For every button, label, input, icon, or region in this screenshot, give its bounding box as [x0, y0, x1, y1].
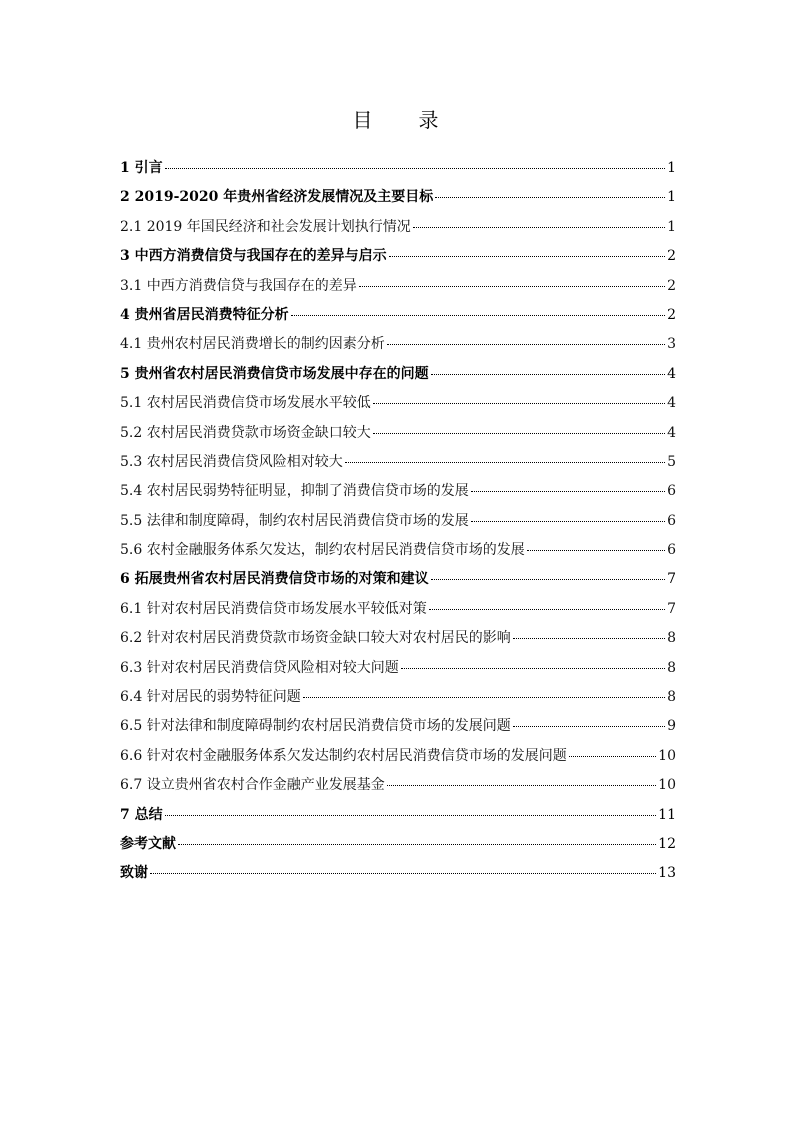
table-of-contents: [120, 157, 676, 892]
toc-dot-leader: [389, 256, 665, 257]
toc-dot-leader: [165, 168, 665, 169]
toc-dot-leader: [359, 286, 665, 287]
toc-dot-leader: [178, 844, 656, 845]
toc-page-number: 2: [667, 306, 676, 323]
toc-page-number: 12: [658, 835, 676, 852]
toc-entry[interactable]: [120, 804, 676, 833]
toc-dot-leader: [569, 756, 656, 757]
toc-entry[interactable]: [120, 245, 676, 274]
toc-page-number: 3: [667, 336, 676, 353]
toc-entry[interactable]: [120, 686, 676, 715]
toc-dot-leader: [303, 697, 665, 698]
toc-entry-label: 2.1 2019 年国民经济和社会发展计划执行情况: [120, 218, 411, 235]
toc-page-number: 8: [667, 630, 676, 647]
toc-entry[interactable]: [120, 833, 676, 862]
toc-entry-label: 参考文献: [120, 835, 176, 852]
toc-entry-label: 4.1 贵州农村居民消费增长的制约因素分析: [120, 336, 385, 353]
toc-entry-label: 5.3 农村居民消费信贷风险相对较大: [120, 453, 343, 470]
toc-entry-label: 5.2 农村居民消费贷款市场资金缺口较大: [120, 424, 371, 441]
toc-dot-leader: [413, 227, 665, 228]
toc-entry[interactable]: [120, 275, 676, 304]
toc-page-number: 10: [658, 777, 676, 794]
toc-dot-leader: [431, 579, 665, 580]
toc-entry-label: 6.3 针对农村居民消费信贷风险相对较大问题: [120, 659, 399, 676]
toc-dot-leader: [165, 815, 657, 816]
toc-entry[interactable]: [120, 480, 676, 509]
toc-dot-leader: [345, 462, 665, 463]
toc-dot-leader: [471, 521, 665, 522]
toc-page-number: 2: [667, 248, 676, 265]
toc-page-number: 8: [667, 659, 676, 676]
toc-dot-leader: [401, 668, 665, 669]
toc-dot-leader: [513, 726, 665, 727]
toc-entry[interactable]: [120, 657, 676, 686]
toc-page-number: 5: [667, 453, 676, 470]
toc-entry[interactable]: [120, 715, 676, 744]
toc-dot-leader: [431, 374, 665, 375]
toc-dot-leader: [291, 315, 665, 316]
toc-entry-label: 5 贵州省农村居民消费信贷市场发展中存在的问题: [120, 365, 429, 382]
toc-entry-label: 1 引言: [120, 160, 163, 176]
toc-page-number: 4: [667, 424, 676, 441]
toc-dot-leader: [435, 197, 665, 198]
toc-entry-label: 2 2019-2020 年贵州省经济发展情况及主要目标: [120, 189, 434, 206]
page-title: 目 录: [352, 108, 441, 132]
toc-entry[interactable]: [120, 539, 676, 568]
toc-entry[interactable]: [120, 216, 676, 245]
toc-page-number: 4: [667, 395, 676, 412]
toc-entry[interactable]: [120, 422, 676, 451]
toc-dot-leader: [387, 344, 665, 345]
toc-entry-label: 4 贵州省居民消费特征分析: [120, 306, 289, 323]
toc-entry-label: 6.1 针对农村居民消费信贷市场发展水平较低对策: [120, 600, 427, 617]
toc-page-number: 8: [667, 689, 676, 706]
toc-entry[interactable]: [120, 186, 676, 215]
toc-entry[interactable]: [120, 304, 676, 333]
toc-entry-label: 5.1 农村居民消费信贷市场发展水平较低: [120, 395, 371, 412]
toc-page-number: 6: [667, 483, 676, 500]
toc-entry[interactable]: [120, 598, 676, 627]
toc-entry-label: 3.1 中西方消费信贷与我国存在的差异: [120, 277, 357, 294]
toc-page-number: 1: [667, 160, 676, 176]
toc-entry[interactable]: [120, 392, 676, 421]
toc-page-number: 6: [667, 512, 676, 529]
toc-entry[interactable]: [120, 451, 676, 480]
toc-entry[interactable]: [120, 568, 676, 597]
toc-entry-label: 5.6 农村金融服务体系欠发达，制约农村居民消费信贷市场的发展: [120, 542, 525, 559]
toc-page-number: 1: [667, 218, 676, 235]
toc-entry-label: 6.4 针对居民的弱势特征问题: [120, 689, 301, 706]
toc-page-number: 7: [667, 571, 676, 588]
toc-page-number: 7: [667, 600, 676, 617]
toc-entry[interactable]: [120, 627, 676, 656]
toc-dot-leader: [150, 873, 656, 874]
toc-entry[interactable]: [120, 774, 676, 803]
toc-dot-leader: [429, 609, 665, 610]
toc-entry-label: 6.7 设立贵州省农村合作金融产业发展基金: [120, 777, 385, 794]
toc-entry[interactable]: [120, 510, 676, 539]
toc-page-number: 10: [658, 747, 676, 764]
toc-dot-leader: [513, 638, 665, 639]
toc-entry[interactable]: [120, 745, 676, 774]
toc-page-number: 11: [658, 806, 676, 823]
toc-dot-leader: [471, 491, 665, 492]
toc-entry-label: 6.2 针对农村居民消费贷款市场资金缺口较大对农村居民的影响: [120, 630, 511, 647]
toc-entry-label: 5.5 法律和制度障碍，制约农村居民消费信贷市场的发展: [120, 512, 469, 529]
toc-entry-label: 7 总结: [120, 806, 163, 823]
toc-page-number: 1: [667, 189, 676, 206]
toc-page-number: 4: [667, 365, 676, 382]
toc-dot-leader: [373, 403, 665, 404]
toc-entry-label: 5.4 农村居民弱势特征明显，抑制了消费信贷市场的发展: [120, 483, 469, 500]
toc-dot-leader: [387, 785, 656, 786]
toc-entry-label: 3 中西方消费信贷与我国存在的差异与启示: [120, 248, 387, 265]
toc-entry[interactable]: [120, 333, 676, 362]
toc-page-number: 13: [658, 865, 676, 882]
toc-entry-label: 致谢: [120, 865, 148, 882]
toc-page-number: 6: [667, 542, 676, 559]
toc-entry[interactable]: [120, 862, 676, 891]
toc-dot-leader: [373, 433, 665, 434]
toc-page-number: 2: [667, 277, 676, 294]
toc-entry-label: 6 拓展贵州省农村居民消费信贷市场的对策和建议: [120, 571, 429, 588]
toc-entry-label: 6.5 针对法律和制度障碍制约农村居民消费信贷市场的发展问题: [120, 718, 511, 735]
toc-entry[interactable]: [120, 157, 676, 186]
toc-page-number: 9: [667, 718, 676, 735]
toc-dot-leader: [527, 550, 665, 551]
toc-entry-label: 6.6 针对农村金融服务体系欠发达制约农村居民消费信贷市场的发展问题: [120, 747, 567, 764]
toc-entry[interactable]: [120, 363, 676, 392]
